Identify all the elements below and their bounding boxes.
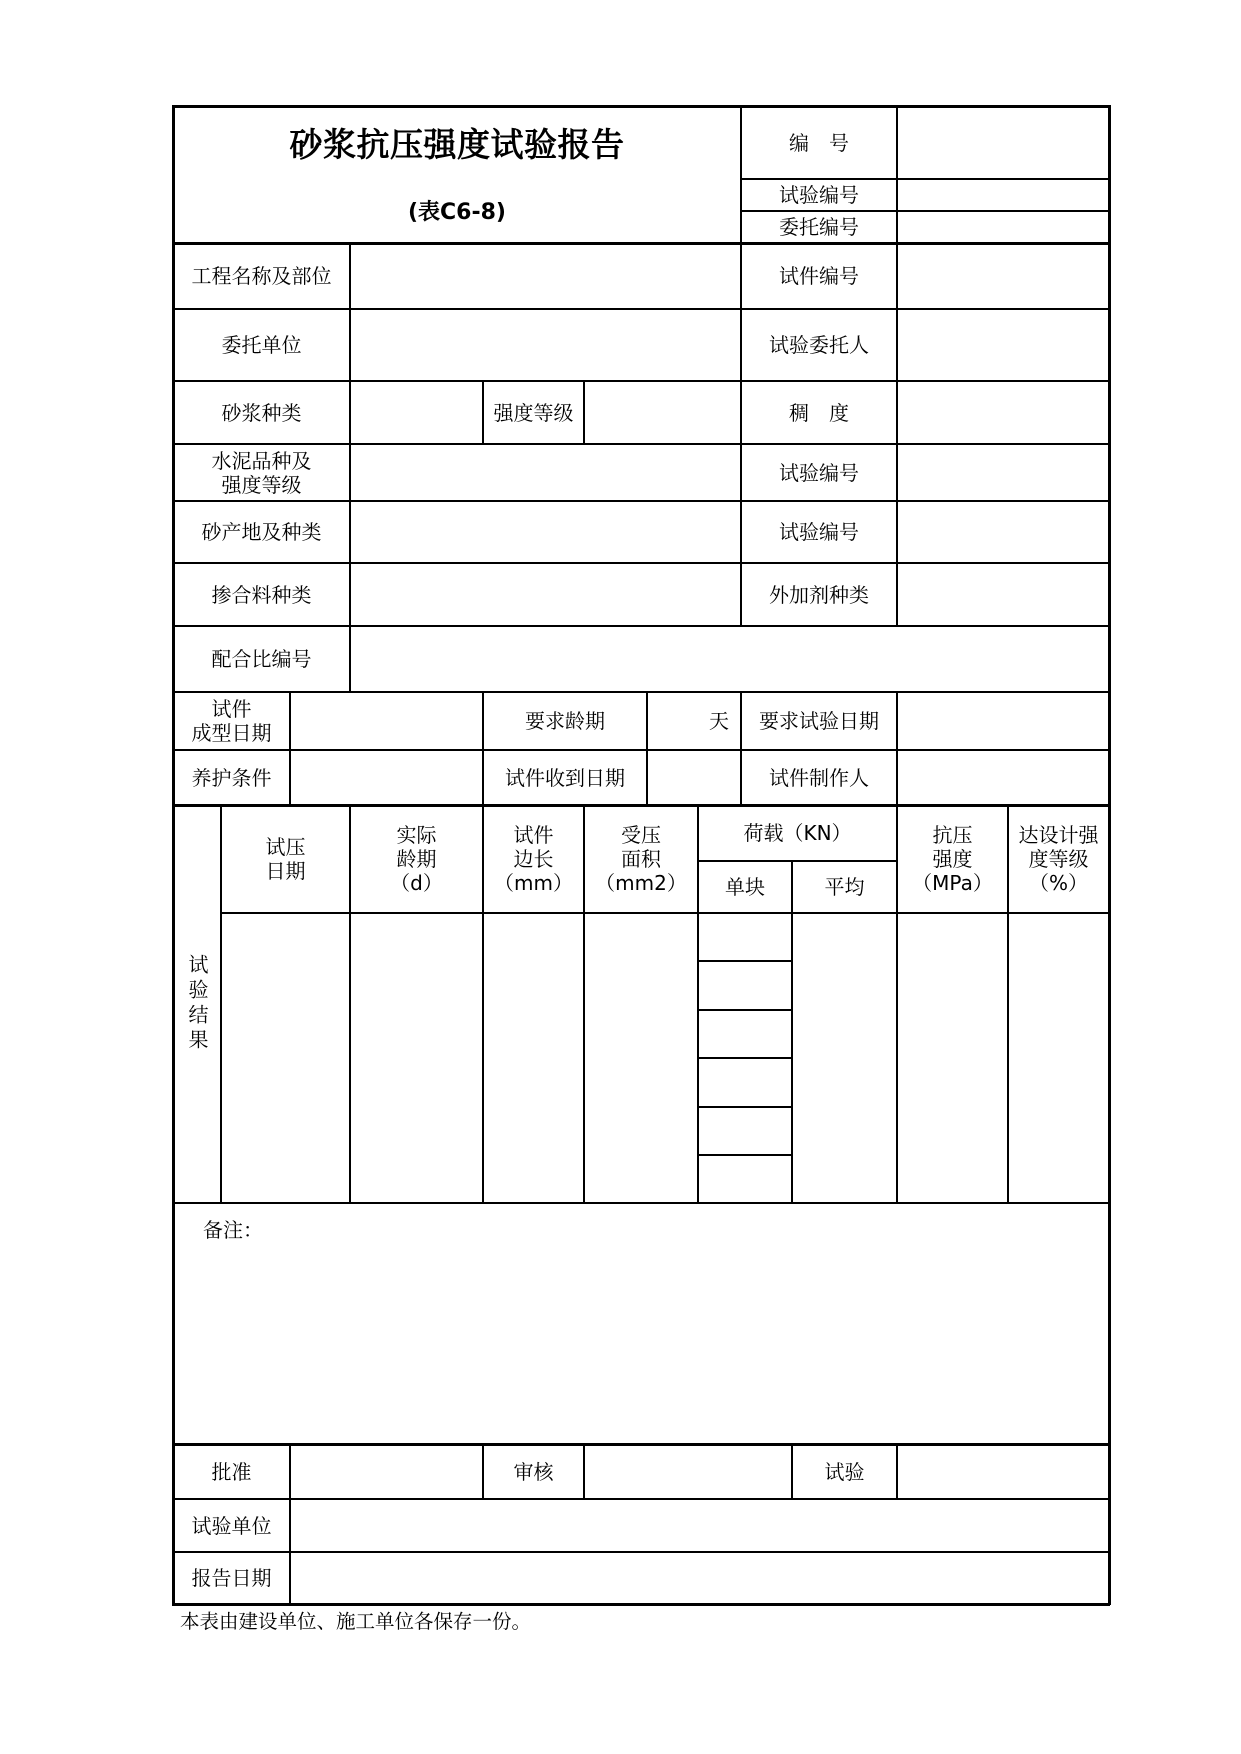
report-date-label: 报告日期 [191, 1566, 272, 1590]
additive-type-label: 外加剂种类 [769, 582, 869, 607]
load-single-cell [698, 1107, 792, 1155]
footer-note: 本表由建设单位、施工单位各保存一份。 [180, 1610, 532, 1634]
load-header: 荷载（KN） [743, 821, 852, 845]
entrust-number-label: 委托编号 [779, 215, 859, 239]
side-length-header: 试件 边长 （mm） [494, 823, 573, 895]
actual-age-values [350, 913, 483, 1203]
test-number-label: 试验编号 [779, 183, 859, 207]
side-length-values [483, 913, 584, 1203]
curing-condition-value [290, 750, 483, 805]
received-date-label: 试件收到日期 [505, 765, 625, 790]
forming-date-label: 试件 成型日期 [191, 697, 272, 745]
specimen-number-value [897, 243, 1109, 309]
review-value [584, 1444, 792, 1499]
report-date-value [290, 1552, 1109, 1604]
test-date-values [221, 913, 350, 1203]
admixture-type-label: 掺合料种类 [211, 582, 312, 607]
mix-ratio-number-label: 配合比编号 [211, 647, 312, 671]
mix-ratio-number-value [350, 626, 1109, 692]
results-section-label [173, 805, 221, 1203]
strength-grade-label: 强度等级 [493, 400, 574, 425]
entrust-number-value [897, 211, 1109, 243]
consistency-value [897, 381, 1109, 444]
cement-type-grade-value [350, 444, 741, 501]
project-name-label: 工程名称及部位 [191, 264, 332, 288]
curing-condition-label: 养护条件 [191, 765, 272, 790]
number-value [897, 106, 1109, 179]
cement-test-number-value [897, 444, 1109, 501]
approve-label: 批准 [211, 1459, 252, 1484]
test-entruster-label: 试验委托人 [769, 333, 869, 357]
load-single-header: 单块 [725, 875, 765, 899]
strength-grade-value [584, 381, 741, 444]
required-test-date-label: 要求试验日期 [759, 709, 879, 733]
forming-date-value [290, 692, 483, 750]
test-number-value [897, 179, 1109, 211]
approve-value [290, 1444, 483, 1499]
number-label: 编 号 [789, 130, 849, 155]
additive-type-value [897, 563, 1109, 626]
sand-origin-type-value [350, 501, 741, 563]
bearing-area-header: 受压 面积 （mm2） [595, 823, 687, 895]
load-average-header: 平均 [824, 875, 865, 899]
mortar-type-value [350, 381, 483, 444]
bearing-area-values [584, 913, 698, 1203]
received-date-value [647, 750, 741, 805]
specimen-number-label: 试件编号 [779, 264, 859, 288]
tester-label: 试验 [824, 1459, 865, 1484]
design-grade-ratio-values [1008, 913, 1109, 1203]
project-name-value [350, 243, 741, 309]
entrusting-unit-label: 委托单位 [221, 333, 302, 357]
required-test-date-value [897, 692, 1109, 750]
load-single-cell [698, 961, 792, 1010]
specimen-maker-label: 试件制作人 [769, 765, 869, 790]
load-average-values [792, 913, 897, 1203]
load-single-cell [698, 1058, 792, 1107]
load-single-cell [698, 1155, 792, 1203]
sand-test-number-label: 试验编号 [779, 520, 859, 544]
results-section-text: 试验结果 [185, 954, 209, 1054]
compressive-strength-values [897, 913, 1008, 1203]
test-entruster-value [897, 309, 1109, 381]
tester-value [897, 1444, 1109, 1499]
form-code: (表C6-8) [407, 199, 506, 225]
sand-origin-type-label: 砂产地及种类 [201, 520, 322, 544]
remarks-label: 备注： [203, 1218, 263, 1242]
admixture-type-value [350, 563, 741, 626]
entrusting-unit-value [350, 309, 741, 381]
required-age-unit: 天 [709, 709, 729, 733]
design-grade-ratio-header: 达设计强 度等级 （%） [1018, 823, 1099, 895]
sand-test-number-value [897, 501, 1109, 563]
load-single-cell [698, 913, 792, 961]
test-unit-value [290, 1499, 1109, 1552]
test-date-header: 试压 日期 [265, 835, 306, 883]
required-age-label: 要求龄期 [525, 709, 605, 733]
mortar-type-label: 砂浆种类 [221, 400, 302, 425]
cement-type-grade-label: 水泥品种及 强度等级 [211, 448, 312, 497]
actual-age-header: 实际 龄期 （d） [390, 823, 443, 895]
review-label: 审核 [513, 1459, 554, 1484]
compressive-strength-header: 抗压 强度 （MPa） [912, 823, 993, 895]
test-unit-label: 试验单位 [191, 1513, 272, 1538]
consistency-label: 稠 度 [789, 400, 849, 425]
report-title: 砂浆抗压强度试验报告 [289, 125, 625, 165]
specimen-maker-value [897, 750, 1109, 805]
load-single-cell [698, 1010, 792, 1058]
cement-test-number-label: 试验编号 [779, 460, 859, 485]
